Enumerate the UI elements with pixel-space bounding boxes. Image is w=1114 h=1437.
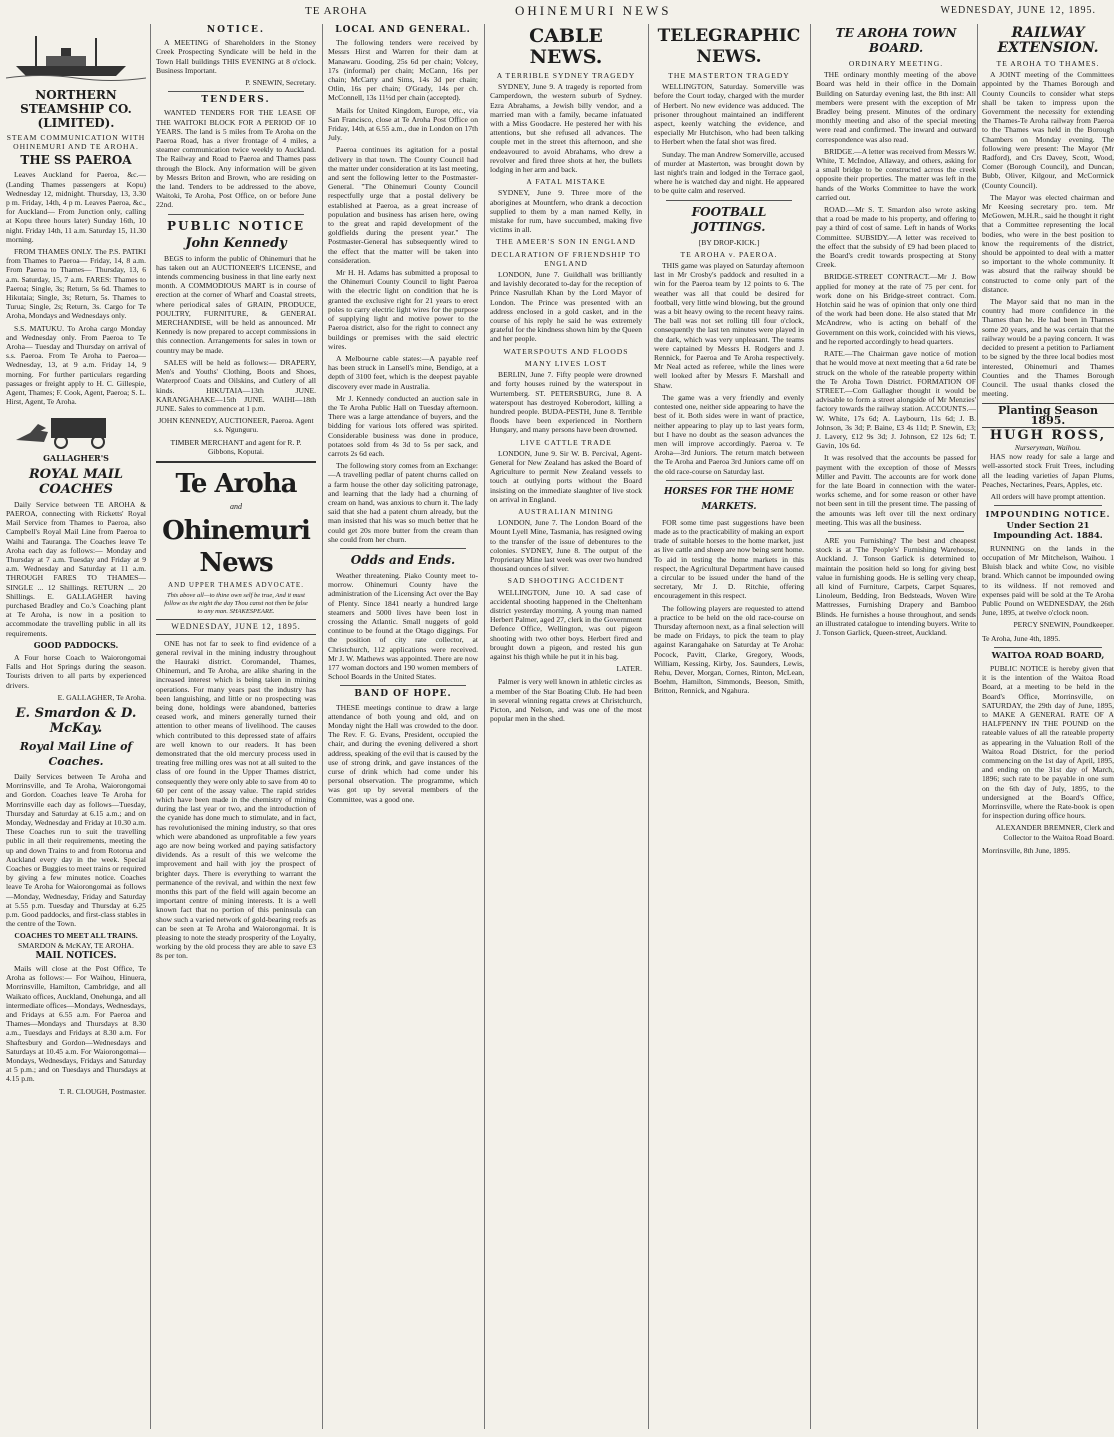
cable-later: LATER. xyxy=(616,664,642,674)
odds-ends-text: Weather threatening. Piako County meet to-morrow. Ohinemuri County have the administration of the Licensing Act over the Bay of Plenty. Since 1841 nearly a hundred large steamers and 5000 lives have been lost in crossing the Atlantic. Small nuggets of gold continue to be found at the Otago diggings. For the position of city rate collector, at Christchurch, 112 applications were received. Mr J. W. Mathews was appointed. There are now 177 woman doctors and 190 women members of School Boards in the United States. xyxy=(328,570,478,682)
football-byline: [BY DROP-KICK.] xyxy=(698,237,760,247)
column-3 xyxy=(322,24,483,1429)
notice-heading: NOTICE. xyxy=(206,25,266,35)
page-masthead xyxy=(0,0,1114,22)
telegraphic-sub-1: THE MASTERTON TRAGEDY xyxy=(668,71,790,80)
coaches-meet-trains: COACHES TO MEET ALL TRAINS. xyxy=(14,931,138,941)
auctioneer-signature: JOHN KENNEDY, AUCTIONEER, Paeroa. Agent s.s. Ngunguru. xyxy=(158,416,314,435)
cable-text-3: LONDON, June 7. Guildhall was brilliantly and lavishly decorated to-day for the reception of Prince Nasrullah Khan by the Lord Mayor of London. The Prince was presented with an address enclosed in a gold casket, and in the course of his reply he said he was extremely grateful for the kindness shown him by the Queen and her people. xyxy=(490,270,642,344)
band-of-hope-text: THESE meetings continue to draw a large attendance of both young and old, and on Monday night the Hall was crowded to the door. The Rev. F. G. Evans, President, occupied the chair, and during the evening delivered a short address, speaking of the evil that is caused by the use of strong drink, and gave instances of the curse of drink which had come under his personal observation. The programme, which was got up by several members of the Committee, was a good one. xyxy=(328,702,478,804)
four-horse-coach-text: A Four horse Coach to Waiorongomai Falls and Hot Springs during the season. Tourists driven to all parts by experienced drivers. xyxy=(6,652,146,690)
tenders-text: WANTED TENDERS FOR THE LEASE OF THE WAITOKI BLOCK FOR A PERIOD OF 10 YEARS. The land is 5 miles from Te Aroha on the Paeroa Road, has a river frontage of 4 miles, a steamer communication twice weekly to Auckland. The Railway and Road to Paeroa and Thames pass through the Block. Any information will be given by Messrs Briton and Brown, who are residing on the land. Tenders to be addressed to the above, Waitoki, Te Aroha, Post Office, on or before June 22nd. xyxy=(156,108,316,210)
local-churn-story: The following story comes from an Exchange:—A travelling pedlar of patent churns called on a farm house the other day soliciting patronage, and learning that the lady had a churning of cream on hand, was anxious to churn it. The lady said that she had a patent churn already, but the man insisted that his was so much better that he could get 20s more butter from the cream than she could from her churn. xyxy=(328,461,478,544)
newspaper-title-and: and xyxy=(230,501,242,511)
football-jottings-heading: FOOTBALL JOTTINGS. xyxy=(691,204,767,234)
steamship-illustration-icon xyxy=(6,26,146,84)
newspaper-subtitle: AND UPPER THAMES ADVOCATE. xyxy=(168,581,304,590)
gallagher-heading: GALLAGHER'S xyxy=(43,453,109,464)
town-board-text-5: RATE.—The Chairman gave notice of motion that he would move at next meeting that a 6d rate be struck on the whole of the rateable property within the Te Aroha Town District. FORMATION OF STREET.—Com Gallagher thought it would be advisable to form a street alongside of Mr Menzies' factory towards the railway station. ACCOUNTS.—W. White, 17s 6d; A. Laybourn, 11s 6d; J. B. Johnson, 3s 3d; P. Baine, £3 4s 11d; P. Snewin, £3; J. Lavery, £12 9s 3d; J. Johnson, £2 12s 6d; T. Gavin, 10s 6d. xyxy=(816,349,976,451)
cable-sub-4: WATERSPOUTS AND FLOODS xyxy=(503,346,629,356)
railway-text-1: A JOINT meeting of the Committees appointed by the Thames Borough and County Councils to consider what steps shall be taken to impress upon the Government the necessity for extending the Thames-Te Aroha railway from Paeroa to the Thames was held in the Borough Chambers on Monday evening. The following were present: The Mayor (Mr Radford), and Crs Davey, Scott, Wood, Comer (Borough Council), and Duncan, Bubb, Oliver, Kilgour, and McCormick (County Council). xyxy=(982,70,1114,190)
waitoa-signature: ALEXANDER BREMNER, Clerk and Collector to the Waitoa Road Board. xyxy=(995,823,1114,842)
masthead-title: OHINEMURI NEWS xyxy=(515,3,672,18)
town-board-heading: TE AROHA TOWN BOARD. xyxy=(835,26,957,55)
column-2 xyxy=(150,24,321,1429)
cable-text-4: BERLIN, June 7. Fifty people were drowned and forty houses ruined by the waterspout in Wurtemberg. ST. PETERSBURG, June 8. A waterspout has destroyed Koberodort, killing a hundred people. BUDA-PESTH, June 8. Terrible floods have been experienced in Northern Hungary, and many persons have been drowned. xyxy=(490,370,642,435)
cable-sub-3: THE AMEER'S SON IN ENGLAND xyxy=(495,237,636,247)
royal-mail-line-text: Daily Services between Te Aroha and Morrinsville, and Te Aroha, Waiorongomai and Gordon. Coaches leave Te Aroha for Morrinsville each day as follows—Tuesday, Thursday and Saturday at 6.15 a.m.; and on Monday, Wednesday and Friday at 10.30 a.m. These Coaches run to suit the travelling public in all their requirements, meeting the up and down Trains to and from Rotorua and Auckland every day in the week. Special Coaches or Buggies to meet trains or required by giving a few minutes notice. Coaches leave Te Aroha for Waiorongomai as follows—Monday, Wednesday, Friday and Saturday at 5.55 p.m. Tuesday and Thursday at 6.25 p.m. Good paddocks, and first-class stables in the centre of the Town. xyxy=(6,771,146,929)
football-text-2: The game was a very friendly and evenly contested one, neither side appearing to have the best of it. Both sides were in want of practice, neither appearing to play up to last years form, but I have no doubt as the season advances the men will improve accordingly. Paeroa v. Te Aroha—3rd Juniors. The return match between the Te Aroha and Paeroa 3rd Juniors came off on the old race-course on Saturday last. xyxy=(654,392,804,476)
cable-text-6: LONDON, June 7. The London Board of the Mount Lyell Mine, Tasmania, has resigned owing to the transfer of the issue of debentures to the colonies. SYDNEY, June 8. The output of the Proprietary Mine last week was over two hundred thousand ounces of silver. xyxy=(490,518,642,574)
steamship-schedule: Leaves Auckland for Paeroa, &c.— (Landing Thames passengers at Kopu) Wednesday 12, midnight. Thursday, 13, 3.30 p m. Friday, 14th, 4 p m. Leaves Paeroa, &c., for Auckland— From Junction only, calling at Kopu three hours later) Sunday 16th, 10 night. Friday 14th, 11 a.m. Saturday 15, 11.30 morning. xyxy=(6,170,146,244)
tenders-heading: TENDERS. xyxy=(201,95,271,106)
column-4 xyxy=(484,24,647,1429)
notice-text: A MEETING of Shareholders in the Stoney Creek Prospecting Syndicate will be held in the Town Hall buildings THIS EVENING at 8 o'clock. Business Important. xyxy=(156,38,316,75)
hugh-ross-sub: Nurseryman, Waihou. xyxy=(1014,442,1082,452)
gallagher-signature: E. GALLAGHER, Te Aroha. xyxy=(57,692,146,702)
cable-sub-4b: MANY LIVES LOST xyxy=(524,358,608,368)
column-5 xyxy=(648,24,809,1429)
town-board-text-2: BRIDGE.—A letter was received from Messrs W. White, T. McIndoe, Allaway, and others, asking for a small bridge to be constructed across the creek opposite their properties. The matter was left in the hands of the Works Committee to have the work carried out. xyxy=(816,146,976,202)
cable-news-heading: CABLE NEWS. xyxy=(529,25,603,68)
local-mails-text: Mails for United Kingdom, Europe, etc., via San Francisco, close at Te Aroha Post Office on Friday, 14th, at 6.55 a.m., due in London on 17th July. xyxy=(328,105,478,143)
notice-signature: P. SNEWIN, Secretary. xyxy=(245,78,316,88)
royal-mail-coaches-heading: ROYAL MAIL COACHES xyxy=(28,466,124,497)
waitoa-text: PUBLIC NOTICE is hereby given that it is the intention of the Waitoa Road Board, at a meeting to be held in the Board's Office, Morrinsville, on SATURDAY, the 29th day of June, 1895, to MAKE A GENERAL RATE OF A HALFPENNY IN THE POUND on the rateable values of all the rateable property as appearing in the Valuation Roll of the Waitoa Road District, for the period commencing on the 1st day of April, 1895, and ending on the 31st day of March, 1896; such rate to be payable in one sum on the 6th day of July, 1895, to the undersigned at the Board's Office, Morrinsville, where the Rate-book is open for inspection during office hours. xyxy=(982,663,1114,821)
local-general-heading: LOCAL AND GENERAL. xyxy=(335,25,471,35)
cable-text-8: Palmer is very well known in athletic circles as a member of the Star Boating Club. He had been in several winning regatta crews at Christchurch, Picton, and Nelson, and was one of the most popular men in the shed. xyxy=(490,677,642,724)
leader-article: ONE has not far to seek to find evidence of a general revival in the mining industry throughout the Hauraki district. Coromandel, Thames, Ohinemuri, and Te Aroha, are alike sharing in the increased interest which is being taken in mining operations. For many years past the industry has been languishing, and little or no prospecting was being done, holdings were abandoned, batteries ceased work, and miners generally turned their attention to other means of livelihood. The causes which contributed to this depressed state of affairs are well known to our readers. It has been demonstrated that the old mercury process used in treating free milling ores was not at all suited to the class of ore found in the Upper Thames district, consequently they were only able to save from 40 to 60 per cent of the assay value. The rapid strides which have been made in the chemistry of mining during the last year or two, and the introduction of the cyanide has done much to stimulate, and in fact, has revolutionised the mining industry, so that ores which were abandoned as unprofitable a few years ago are now being worked and paying satisfactory dividends. As a result of this we welcome the improvement and hail with joy the prospect of brighter days. There is everything to warrant the permanence of the revival, and within the next few months this part of the field will again become an important centre of mining interests. It is a well known fact that no portion of this peninsula can show such a varied network of gold-bearing reefs as can be seen at Te Aroha and Waiorongomai. It is pleasing to note the steady prosperity of the Loyalty, working by the old process they are able to save £3 8s per ton. xyxy=(156,638,316,961)
town-board-text-3: ROAD.—Mr S. T. Smardon also wrote asking that a road be made to his property, and offering to pay a third of cost of same. Left in hands of Works Committee. SUBSIDY.—A letter was received to the effect that the subsidy of £9 had been placed to the Board's credit towards prospecting at Stony Creek. xyxy=(816,205,976,270)
cable-sub-1: A TERRIBLE SYDNEY TRAGEDY xyxy=(496,71,636,80)
john-kennedy-heading: John Kennedy xyxy=(185,235,287,251)
column-7 xyxy=(977,24,1114,1429)
football-text-1: THIS game was played on Saturday afternoon last in Mr Crosby's paddock and resulted in a win for the Paeroa team by 12 points to 6. The weather was all that could be desired for football, very little wind blowing, but the ground was a bit heavy owing to the recent heavy rains. The ball was not set rolling till four o'clock, consequently the last ten minutes were played in the dark, which was very unpleasant. The teams were captained by Messrs H. Rodgers and J. Rennick, for Paeroa and Te Aroha respectively. Mr Neal acted as referee, while the lines were well looked after by Messrs F. Marshall and Shaw. xyxy=(654,261,804,390)
railway-text-3: The Mayor said that no man in the country had more confidence in the Thames than he. He had been in Thames some 20 years, and he was certain that the railway would be a paying concern. It was decided to present a petition to Parliament to be signed by the three local bodies most interested, Ohinemuri and Thames Counties and the Thames Borough Council. The usual thanks closed the meeting. xyxy=(982,297,1114,399)
mail-notices-text: Mails will close at the Post Office, Te Aroha as follows:— For Waihou, Hinuera, Morrinsville, Hamilton, Cambridge, and all Waikato offices, Auckland, Onehunga, and all intermediate offices—Mondays, Wednesdays, and Fridays at 6.55 a.m. For Paeroa and Thames—Mondays and Thursdays at 8.30 a.m., Tuesdays and Fridays at 8.30 a.m. For Shaftesbury and Gordon—Wednesdays and Saturdays at 10.45 a.m. For Waiorongomai—Mondays, Wednesdays, Fridays and Saturday at 5 p.m.; and on Tuesdays and Thursdays at 4.15 p.m. xyxy=(6,964,146,1084)
railway-text-2: The Mayor was elected chairman and Mr Keesing secretary pro. tem. Mr McGowen, M.H.R., said he thought it right that a Committee representing the local bodies, who were in the best position to know the requirements of the district, should be appointed to deal with a matter so important to the whole community. It was absurd that the railway should be constructed to come only part of the distance. xyxy=(982,192,1114,294)
poundkeeper-signature: PERCY SNEWIN, Poundkeeper. xyxy=(1013,620,1114,630)
column-6 xyxy=(810,24,981,1429)
horses-text: FOR some time past suggestions have been made as to the practicability of making an export trade of suitable horses to the home market, just as live cattle and sheep are now being sent home. To aid in testing the home markets in this respect, the Agricultural Department have caused a circular to be issued under the hand of the secretary, Mr J. D. Ritchie, offering encouragement in this respect. xyxy=(654,517,804,601)
local-electric-text: Mr H. H. Adams has submitted a proposal to the Ohinemuri County Council to light Paeroa with the electric light on condition that he is granted the exclusive right for 21 years to erect poles to carry electric light wires for the purpose of supplying light and motive power to the Paeroa district, also for the right to connect any buildings or premises with the said electric wires. xyxy=(328,268,478,351)
waitoa-heading: WAITOA ROAD BOARD, xyxy=(991,650,1105,661)
masthead-left: TE AROHA xyxy=(305,5,368,17)
impounding-sub: Under Section 21 Impounding Act. 1884. xyxy=(993,521,1103,541)
column-1 xyxy=(2,24,150,1429)
good-paddocks-heading: GOOD PADDOCKS. xyxy=(33,639,119,650)
impounding-date: Te Aroha, June 4th, 1895. xyxy=(982,633,1061,643)
hugh-ross-heading: HUGH ROSS, xyxy=(989,427,1107,443)
cable-text-7: WELLINGTON, June 10. A sad case of accidental shooting happened in the Cheltenham district yesterday morning. A young man named Herbert Palmer, aged 27, clerk in the Government Defence Office, Wellington, was out pigeon shooting with two other boys. Herbert fired and brought down a pigeon, and rested his gun against his thigh while he put it in his bag. xyxy=(490,587,642,661)
public-notice-text: BEGS to inform the public of Ohinemuri that he has taken out an AUCTIONEER'S LICENSE, and intends commencing business in that line early next month. A COMMODIOUS MART is in course of erection at the corner of Wharf and Coastal streets, where periodical sales of GRAIN, PRODUCE, POULTRY, FURNITURE, & GENERAL MERCHANDISE, will be held as announced. Mr Kennedy is now prepared to accept commissions in this connection. Arrangements for sales in town or country may be made. xyxy=(156,253,316,355)
coach-illustration-icon xyxy=(6,410,146,450)
steamship-subheading: STEAM COMMUNICATION WITH OHINEMURI AND TE AROHA. xyxy=(6,133,146,152)
telegraphic-text-2: Sunday. The man Andrew Somerville, accused of murder at Masterton, was brought down by last night's train and lodged in the Terrace gaol, where he is watched day and night. He appeared to be quite calm and reserved. xyxy=(654,149,804,196)
newspaper-motto: This above all—to thine own self be true, And it must follow as the night the day Thou canst not then be false to any man. SHAKESPEARE. xyxy=(164,592,308,616)
public-notice-heading: PUBLIC NOTICE xyxy=(166,218,306,233)
waitoa-date: Morrinsville, 8th June, 1895. xyxy=(982,845,1071,855)
furnishing-advert: ARE you Furnishing? The best and cheapest stock is at 'The People's' Furnishing Warehouse, Auckland. J. Tonson Garlick is determined to maintain the position held so long for giving best value in furnishing goods. He is selling very cheap, all kind of Furniture, Carpets, Carpet Squares, Linoleum, Bedding, Iron Bedsteads, Woven Wire Mattresses, Furnishing Drapery and Bamboo Blinds. He furnishes a house throughout, and sends an illustrated catalogue to intending buyers. Write to J. Tonson Garlick, Queen-street, Auckland. xyxy=(816,535,976,637)
vessel-name: THE SS PAEROA xyxy=(20,153,132,168)
telegraphic-news-heading: TELEGRAPHIC NEWS. xyxy=(657,26,801,67)
steamship-company-heading: NORTHERN STEAMSHIP CO. (LIMITED). xyxy=(20,88,132,130)
thames-schedule: FROM THAMES ONLY. The P.S. PATIKI from Thames to Paeroa— Friday, 14, 8 a.m. From Paeroa to Thames— Thursday, 13, 6 a.m. Saturday, 15, 7 a.m. FARES: Thames to Paeroa; Single, 3s; Return, 5s 6d. Thames to Hikutaia; Single, 3s; Return, 5s. Thames to Turua; Single, 2s; Return, 3s. Cargo for Te Aroha, Mondays and Wednesdays only. xyxy=(6,247,146,321)
cable-sub-2: A FATAL MISTAKE xyxy=(526,177,606,187)
football-match-sub: TE AROHA v. PAEROA. xyxy=(680,249,778,259)
smardon-address: SMARDON & McKAY, TE AROHA. xyxy=(18,940,134,950)
mail-notices-heading: MAIL NOTICES. xyxy=(35,950,117,961)
local-auction-text: Mr J. Kennedy conducted an auction sale in the Te Aroha Public Hall on Tuesday afternoon. There was a large attendance of buyers, and the bidding for various lots offered was spirited. Considerable business was done in produce, potatoes sold from 4s 3d to 5s per sack, and carrots 2s 6d each. xyxy=(328,393,478,458)
timber-merchant: TIMBER MERCHANT and agent for R. P. Gibbons, Koputai. xyxy=(170,437,302,456)
impounding-text: RUNNING on the lands in the occupation of Mr Mitchelson, Waihou. 1 Bluish black and white Cow, no visible brand. Which cannot be impounded owing to its wildness. If not removed and expenses paid will be sold at the Te Aroha Public Pound on WEDNESDAY, the 26th June, 1895, at twelve o'clock noon. xyxy=(982,543,1114,618)
leader-dateline: WEDNESDAY, JUNE 12, 1895. xyxy=(156,619,316,634)
planting-season-heading: Planting Season 1895. xyxy=(998,404,1098,427)
cable-sub-3b: DECLARATION OF FRIENDSHIP TO ENGLAND xyxy=(490,249,641,268)
postmaster-signature: T. R. CLOUGH, Postmaster. xyxy=(59,1086,146,1096)
masthead-date: WEDNESDAY, JUNE 12, 1895. xyxy=(940,5,1096,16)
telegraphic-text-1: WELLINGTON, Saturday. Somerville was before the Court today, charged with the murder of Herbert. No new evidence was adduced. The prisoner throughout maintained an indifferent aspect, keenly watching the evidence, and especially Mr Hutchison, who had been talking to Herbert when the fatal shot was fired. xyxy=(654,82,804,147)
coach-service-text: Daily Service between TE AROHA & PAEROA, connecting with Ricketts' Royal Mail Service from Thames to Paeroa, also Campbell's Royal Mail Line from Paeroa to Waihi and Tauranga. The Coaches leave Te Aroha each day as follows:— Monday and Thursday at 7 a.m. Tuesday and Friday at 9 a.m. Wednesday and Saturday at 11 a.m. THROUGH FARES TO THAMES— SINGLE ... 12 Shillings. RETURN ... 20 Shillings. E. GALLAGHER having purchased Bradley and Co.'s Coaching plant at Te Aroha, is now in a position to accommodate the travelling public in all its requirements. xyxy=(6,499,146,638)
cable-text-5: LONDON, June 9. Sir W. B. Percival, Agent-General for New Zealand has asked the Board of Agriculture to permit New Zealand vessels to touch at outlying ports without the Board insisting on the immediate slaughter of live stock on arrival in England. xyxy=(490,448,642,504)
cable-text-2: SYDNEY, June 9. Three more of the aborigines at Mountfern, who drank a decoction supplied to them by a man named Kelly, in mistake for rum, have succumbed, making five victims in all. xyxy=(490,188,642,235)
local-postal-text: Paeroa continues its agitation for a postal delivery in that town. The County Council had the matter under consideration at its last meeting, and sent the following letter to the Postmaster-General. "The Ohinemuri County Council respectfully urge that a postal delivery be established at Paeroa, as a great increase of population and business has arisen here, owing to the great and rapid development of the goldfields during the present year." The Postmaster-General has subsequently wired to the effect that the matter will be taken into consideration. xyxy=(328,145,478,265)
cable-sub-6: AUSTRALIAN MINING xyxy=(518,506,614,516)
local-tenders-text: The following tenders were received by Messrs Hirst and Warren for their dam at Manawaru. Gooding, 25s 6d per chain; Volcey, 17s (informal) per chain; McCann, 16s per chain; McCarty and Sims, 14s 3d per chain; Otlin, 16s per chain; O'Grady, 14s per ch. McConnell, 13s 11½d per chain (accepted). xyxy=(328,38,478,103)
prompt-attention: All orders will have prompt attention. xyxy=(990,491,1106,501)
railway-extension-heading: RAILWAY EXTENSION. xyxy=(997,25,1099,56)
smardon-mckay-heading: E. Smardon & D. McKay. xyxy=(15,705,137,736)
cable-sub-7: SAD SHOOTING ACCIDENT xyxy=(507,576,625,586)
town-board-sub: ORDINARY MEETING. xyxy=(848,59,944,68)
town-board-text-4: BRIDGE-STREET CONTRACT.—Mr J. Bow applied for money at the rate of 75 per cent. for work done on his Bridge-street contract. Com. Hotchin said he was of opinion that only one third of the work had been done. He also stated that Mr McAndrew, who is acting on behalf of the Government on this work, coincided with his views, and he reported accordingly to head quarters. xyxy=(816,272,976,346)
cable-sub-5: LIVE CATTLE TRADE xyxy=(520,437,612,447)
town-board-text-6: It was resolved that the accounts be passed for payment with the exception of those of Messrs Miller and Pavitt. The accounts are for work done for the late Board in connection with the water-works scheme, and for some reason or other have not been sent in till the present time. The passing of the amounts was left over till the next ordinary meeting. This was all the business. xyxy=(816,453,976,527)
newspaper-title-2: Ohinemuri News xyxy=(162,516,310,579)
matuku-schedule: S.S. MATUKU. To Aroha cargo Monday and Wednesday only. From Paeroa to Te Aroha— Tuesday and Thursday on arrival of s.s. Paeroa. From Te Aroha to Paeroa— Wednesday, 13, at 9 a.m. Friday 14, 9 morning. For further particulars regarding passages or freight apply to H. C. Gillespie, Agent, Thames; F. Cook, Agent, Paeroa; S. L. Hirst, Agent, Te Aroha. xyxy=(6,323,146,407)
hugh-ross-text: HAS now ready for sale a large and well-assorted stock Fruit Trees, including all the leading varieties of Japan Plums, Peaches, Nectarines, Pears, Apples, etc. xyxy=(982,452,1114,489)
newspaper-title-1: Te Aroha xyxy=(175,468,297,499)
royal-mail-line-heading: Royal Mail Line of Coaches. xyxy=(19,739,133,768)
local-melbourne-text: A Melbourne cable states:—A payable reef has been struck in Lansell's mine, Bendigo, at a depth of 3100 feet, which is the deepest payable discovery ever made in Australia. xyxy=(328,353,478,391)
players-text: The following players are requested to attend a practice to be held on the old race-course on Thursday afternoon next, as a final selection will be made on Fridays, to pick the team to play against Karangahake on Saturday at Te Aroha: Pocock, Pavitt, Clarke, Gregory, Woods, William, Kessing, Kirby, Jos. Saunders, Lewis, Rehu, Dever, Morgan, Cornes, Rinton, McLean, Boehm, Hamilton, Simmonds, Beeson, Smith, Britton, Rennick, and Ngahura. xyxy=(654,603,804,696)
impounding-heading: IMPOUNDING NOTICE. xyxy=(985,509,1111,520)
cable-text-1: SYDNEY, June 9. A tragedy is reported from Camperdown, the western suburb of Sydney. Ezra Abrahams, a Jewish billy vendor, and a married man with a family, became infatuated with a Miss Goodacre. He pestered her with his attentions, but she refused all advances. The couple met in the street this afternoon, and she endeavoured to avoid Abrahams, who drew a revolver and fired three shots at her, the bullets lodging in her arm and back. xyxy=(490,82,642,175)
town-board-text-1: THE ordinary monthly meeting of the above Board was held in their office in the Domain Building on Saturday evening last, the 8th inst: All members were present with the exception of Mr Bradley being present. Minutes of the ordinary monthly meeting and also of the special meeting were read and confirmed. The inward and outward correspondence was also read. xyxy=(816,70,976,144)
band-of-hope-heading: BAND OF HOPE. xyxy=(354,689,452,700)
horses-heading: HORSES FOR THE HOME MARKETS. xyxy=(663,486,795,512)
railway-sub: TE AROHA TO THAMES. xyxy=(996,59,1100,68)
sales-text: SALES will be held as follows:— DRAPERY, Men's and Youths' Clothing, Boots and Shoes, Waterproof Coats and Oilskins, and Cutlery of all kinds. HIKUTAIA—13th JUNE. KARANGAHAKE—15th JUNE. WAIHI—18th JUNE. Sales to commence at 1 p.m. xyxy=(156,357,316,413)
odds-ends-heading: Odds and Ends. xyxy=(350,552,456,567)
